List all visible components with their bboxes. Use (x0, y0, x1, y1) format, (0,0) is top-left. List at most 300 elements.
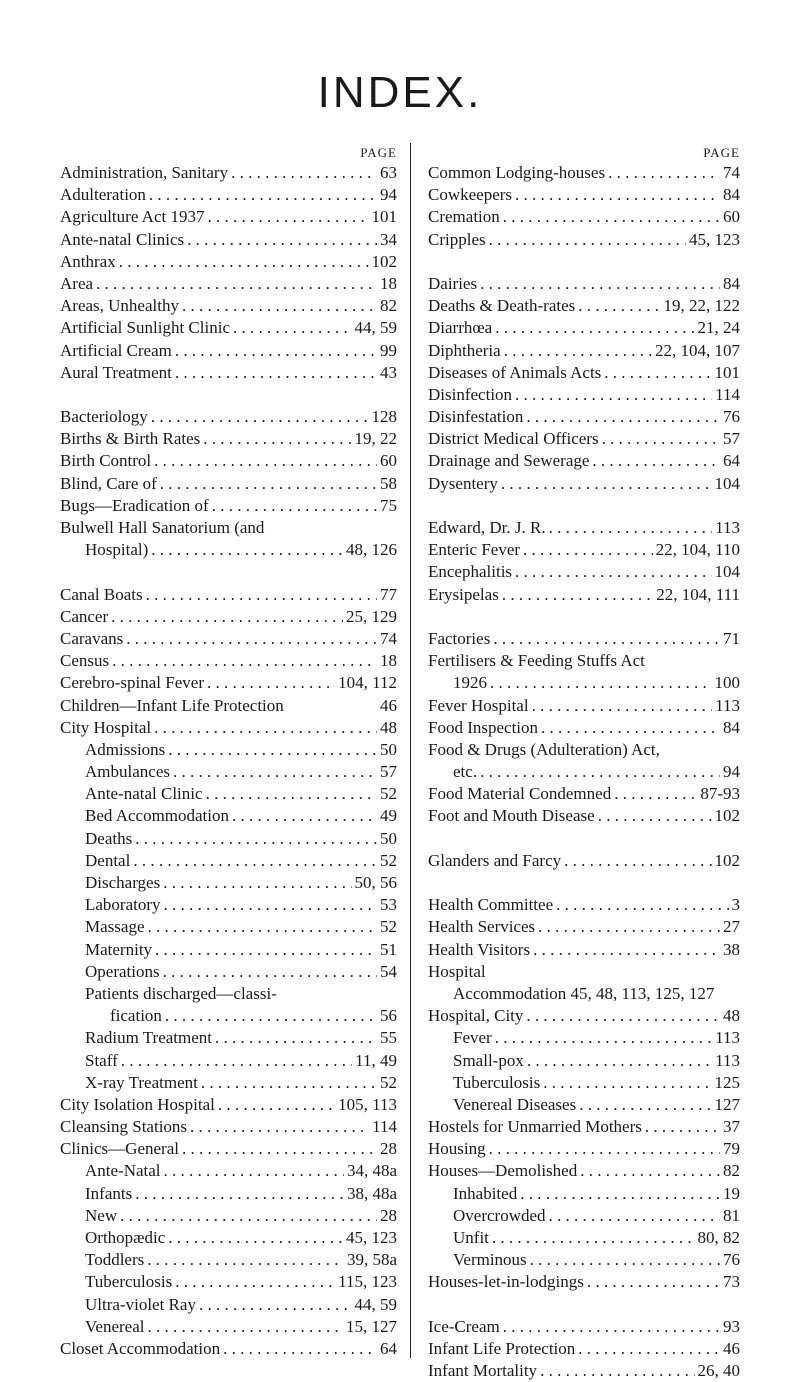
index-pages: 49 (380, 806, 397, 826)
index-entry (60, 1094, 397, 1116)
index-pages: 52 (380, 1072, 397, 1092)
index-term: Closet Accommodation (60, 1338, 221, 1358)
index-entry (60, 229, 397, 251)
index-term: Unfit (453, 1228, 489, 1247)
dot-leader (549, 517, 713, 539)
index-term: Cancer (60, 606, 109, 626)
index-pages: 28 (380, 1205, 397, 1225)
index-pages: 82 (380, 296, 397, 316)
index-pages: 73 (723, 1272, 740, 1292)
dot-leader (543, 1072, 711, 1094)
index-term: Operations (85, 961, 160, 981)
dot-leader (182, 1138, 377, 1160)
dot-leader (190, 1116, 369, 1138)
index-term: Admissions (85, 739, 166, 759)
index-pages: 102 (371, 251, 397, 271)
index-entry (60, 1005, 397, 1027)
dot-leader (604, 362, 711, 384)
index-entry (428, 340, 740, 362)
index-gap (428, 828, 740, 850)
index-entry (428, 473, 740, 495)
index-term: Maternity (85, 939, 153, 959)
index-term: Hospital, City (428, 1006, 524, 1026)
index-entry (60, 495, 397, 517)
index-entry (428, 739, 740, 761)
index-term: Fever (453, 1028, 492, 1048)
index-entry (60, 295, 397, 317)
dot-leader (520, 1183, 720, 1205)
index-pages: 105, 113 (338, 1094, 397, 1114)
index-term: Hospital) (85, 540, 149, 560)
index-entry (428, 983, 740, 1005)
index-entry (428, 1027, 740, 1049)
dot-leader (602, 428, 720, 450)
dot-leader (182, 295, 377, 317)
index-pages: 34 (380, 229, 397, 249)
index-term: Houses-let-in-lodgings (428, 1272, 584, 1292)
index-entry (60, 850, 397, 872)
dot-leader (579, 1094, 711, 1116)
index-term: Fever Hospital (428, 695, 529, 715)
index-pages: 52 (380, 784, 397, 804)
dot-leader (526, 1005, 720, 1027)
page-column-header: PAGE (703, 145, 740, 160)
dot-leader (206, 783, 377, 805)
dot-leader (489, 1138, 720, 1160)
index-entry (428, 783, 740, 805)
index-pages: 64 (723, 451, 740, 471)
index-term: Diseases of Animals Acts (428, 362, 602, 382)
index-term: Bugs—Eradication of (60, 495, 209, 515)
index-entry (428, 916, 740, 938)
index-term: Enteric Fever (428, 540, 521, 560)
dot-leader (495, 317, 694, 339)
dot-leader (540, 1360, 694, 1382)
dot-leader (175, 1271, 335, 1293)
index-pages: 80, 82 (697, 1228, 740, 1247)
index-entry (60, 1160, 397, 1182)
index-term: Ante-natal Clinics (60, 229, 185, 249)
index-entry (428, 1271, 740, 1293)
index-term: City Hospital (60, 717, 152, 737)
index-entry (60, 539, 397, 561)
dot-leader (96, 273, 377, 295)
index-entry (60, 739, 397, 761)
index-pages: 53 (380, 895, 397, 915)
index-entry (60, 517, 397, 539)
index-entry (60, 761, 397, 783)
index-entry (428, 650, 740, 672)
dot-leader (207, 206, 368, 228)
dot-leader (215, 1027, 377, 1049)
index-entry (60, 1116, 397, 1138)
index-entry (428, 672, 740, 694)
index-term: Cripples (428, 229, 486, 249)
index-term: Census (60, 651, 110, 671)
index-term: Ultra-violet Ray (85, 1294, 196, 1314)
index-term: Toddlers (85, 1250, 145, 1270)
index-term: fication (110, 1006, 162, 1026)
dot-leader (533, 939, 720, 961)
index-pages: 101 (714, 362, 740, 382)
dot-leader (121, 1050, 352, 1072)
index-entry (60, 805, 397, 827)
dot-leader (112, 650, 377, 672)
index-entry (428, 184, 740, 206)
index-pages: 58 (380, 473, 397, 493)
index-pages: 25, 129 (346, 606, 397, 626)
dot-leader (578, 1338, 720, 1360)
index-term: Massage (85, 917, 145, 937)
index-pages: 43 (380, 362, 397, 382)
index-pages: 26, 40 (697, 1361, 740, 1381)
index-entry (428, 1050, 740, 1072)
index-entry (60, 872, 397, 894)
index-pages: 46 (380, 695, 397, 715)
index-entry (60, 406, 397, 428)
dot-leader (580, 1160, 720, 1182)
index-term: Agriculture Act 1937 (60, 207, 205, 227)
dot-leader (149, 184, 377, 206)
dot-leader (532, 695, 713, 717)
dot-leader (168, 739, 377, 761)
dot-leader (126, 628, 377, 650)
dot-leader (163, 961, 377, 983)
index-pages: 60 (723, 207, 740, 227)
dot-leader (587, 1271, 720, 1293)
index-pages: 84 (723, 717, 740, 737)
index-term: Infant Life Protection (428, 1338, 576, 1358)
dot-leader (160, 473, 377, 495)
index-pages: 125 (714, 1072, 740, 1092)
index-entry (428, 761, 740, 783)
dot-leader (527, 1050, 712, 1072)
index-pages: 102 (714, 850, 740, 870)
index-pages: 87-93 (700, 784, 740, 804)
index-term: Adulteration (60, 185, 146, 205)
index-pages: 55 (380, 1028, 397, 1048)
dot-leader (146, 584, 377, 606)
dot-leader (223, 1338, 377, 1360)
dot-leader (608, 162, 720, 184)
dot-leader (147, 1316, 343, 1338)
index-term: Orthopædic (85, 1228, 166, 1247)
index-pages: 15, 127 (346, 1316, 397, 1336)
index-term: Administration, Sanitary (60, 163, 229, 182)
index-pages: 19, 22 (354, 429, 397, 449)
index-term: Deaths (85, 828, 133, 848)
index-pages: 60 (380, 451, 397, 471)
index-term: Aural Treatment (60, 362, 172, 382)
index-pages: 57 (380, 762, 397, 782)
index-term: Areas, Unhealthy (60, 296, 179, 316)
index-gap (428, 1294, 740, 1316)
index-entry (60, 672, 397, 694)
index-term: Food & Drugs (Adulteration) Act, (428, 739, 660, 759)
dot-leader (201, 1072, 377, 1094)
dot-leader (135, 828, 377, 850)
index-pages: 50 (380, 828, 397, 848)
index-pages: 44, 59 (354, 1294, 397, 1314)
index-gap (428, 606, 740, 628)
index-gap (428, 251, 740, 273)
index-pages: 50 (380, 739, 397, 759)
index-term: Food Material Condemned (428, 784, 612, 804)
index-entry (428, 162, 740, 184)
index-entry (60, 783, 397, 805)
dot-leader (151, 406, 369, 428)
index-pages: 99 (380, 340, 397, 360)
index-entry (428, 1072, 740, 1094)
index-term: Canal Boats (60, 584, 143, 604)
dot-leader (515, 561, 711, 583)
index-pages: 52 (380, 917, 397, 937)
dot-leader (173, 761, 377, 783)
index-pages: 93 (723, 1316, 740, 1336)
dot-leader (231, 162, 377, 184)
index-pages: 79 (723, 1139, 740, 1159)
index-pages: 45, 123 (689, 229, 740, 249)
index-term: Laboratory (85, 895, 161, 915)
index-column-right (428, 143, 740, 1382)
index-term: Overcrowded (453, 1205, 546, 1225)
dot-leader (207, 672, 335, 694)
dot-leader (504, 340, 652, 362)
index-term: Disinfestation (428, 407, 524, 427)
index-entry (428, 539, 740, 561)
index-entry (428, 428, 740, 450)
dot-leader (163, 872, 351, 894)
index-term: Children—Infant Life Protection (60, 695, 284, 715)
index-term: Small-pox (453, 1050, 524, 1070)
dot-leader (515, 184, 720, 206)
index-pages: 81 (723, 1205, 740, 1225)
index-term: Clinics—General (60, 1139, 179, 1159)
index-term: Fertilisers & Feeding Stuffs Act (428, 651, 645, 671)
index-term: Dental (85, 850, 131, 870)
dot-leader (503, 206, 720, 228)
index-term: Food Inspection (428, 717, 539, 737)
index-term: Dysentery (428, 473, 498, 493)
dot-leader (480, 761, 720, 783)
dot-leader (164, 894, 377, 916)
index-term: Staff (85, 1050, 118, 1070)
index-pages: 113 (715, 1050, 740, 1070)
index-pages: 38, 48a (346, 1183, 397, 1203)
index-pages: 77 (380, 584, 397, 604)
dot-leader (154, 450, 377, 472)
dot-leader (164, 1160, 344, 1182)
index-term: Diarrhœa (428, 318, 493, 338)
index-column-left (60, 143, 397, 1360)
index-pages: 101 (371, 207, 397, 227)
index-term: Area (60, 273, 94, 293)
index-entry (428, 894, 740, 916)
dot-leader (133, 850, 377, 872)
index-pages: 18 (380, 651, 397, 671)
dot-leader (493, 628, 720, 650)
dot-leader (212, 495, 377, 517)
index-pages: 48, 126 (346, 540, 397, 560)
index-entry (60, 983, 397, 1005)
index-entry (428, 384, 740, 406)
index-pages: 76 (723, 407, 740, 427)
index-pages: 22, 104, 107 (655, 340, 740, 360)
index-pages: 28 (380, 1139, 397, 1159)
index-pages: 113 (715, 1028, 740, 1048)
index-term: Cowkeepers (428, 185, 513, 205)
index-entry (60, 584, 397, 606)
index-pages: 104 (714, 473, 740, 493)
index-term: Inhabited (453, 1183, 518, 1203)
index-entry (428, 1183, 740, 1205)
index-pages: 63 (380, 163, 397, 182)
index-entry (428, 1227, 740, 1249)
index-entry (60, 828, 397, 850)
index-entry (428, 628, 740, 650)
index-term: Diphtheria (428, 340, 501, 360)
index-term: Infant Mortality (428, 1361, 538, 1381)
dot-leader (175, 362, 377, 384)
index-entry (60, 273, 397, 295)
dot-leader (218, 1094, 335, 1116)
dot-leader (135, 1183, 344, 1205)
index-entry (428, 406, 740, 428)
index-entry (428, 450, 740, 472)
index-entry (60, 961, 397, 983)
index-pages: 18 (380, 273, 397, 293)
index-entry (428, 805, 740, 827)
index-term: New (85, 1205, 118, 1225)
index-term: Infants (85, 1183, 133, 1203)
index-term: Patients discharged—classi- (85, 983, 277, 1003)
index-entry (60, 916, 397, 938)
index-term: Hostels for Unmarried Mothers (428, 1117, 642, 1137)
dot-leader (503, 1316, 720, 1338)
index-entry (428, 1205, 740, 1227)
index-entry (428, 1160, 740, 1182)
index-term: Bacteriology (60, 407, 148, 427)
index-gap (60, 561, 397, 583)
dot-leader (165, 1005, 377, 1027)
index-entry (60, 1338, 397, 1360)
index-entry (428, 1094, 740, 1116)
dot-leader (155, 939, 377, 961)
index-term: District Medical Officers (428, 429, 599, 449)
index-pages: 127 (714, 1094, 740, 1114)
index-pages: 19, 22, 122 (663, 296, 740, 316)
index-entry (60, 1227, 397, 1249)
index-pages: 114 (372, 1117, 397, 1137)
index-pages: 51 (380, 939, 397, 959)
index-term: Artificial Sunlight Clinic (60, 318, 230, 338)
dot-leader (480, 273, 720, 295)
dot-leader (111, 606, 343, 628)
index-term: Encephalitis (428, 562, 513, 582)
index-term: City Isolation Hospital (60, 1094, 215, 1114)
index-pages: 44, 59 (354, 318, 397, 338)
index-entry (428, 850, 740, 872)
index-term: Cleansing Stations (60, 1117, 188, 1137)
index-pages: 104, 112 (338, 673, 397, 693)
index-pages: 39, 58a (346, 1250, 397, 1270)
index-pages: 37 (723, 1117, 740, 1137)
index-entry (428, 717, 740, 739)
index-pages: 34, 48a (346, 1161, 397, 1181)
index-term: Disinfection (428, 384, 513, 404)
index-entry (428, 939, 740, 961)
index-pages: 84 (723, 185, 740, 205)
index-pages: 46 (723, 1338, 740, 1358)
index-term: Health Committee (428, 895, 554, 915)
index-entry (60, 340, 397, 362)
dot-leader (175, 340, 377, 362)
index-term: Health Visitors (428, 939, 531, 959)
index-term: Erysipelas (428, 584, 499, 604)
index-pages: 71 (723, 628, 740, 648)
index-entry (60, 184, 397, 206)
index-entry (428, 1116, 740, 1138)
dot-leader (564, 850, 711, 872)
index-term: Cerebro-spinal Fever (60, 673, 204, 693)
index-pages: 104 (714, 562, 740, 582)
index-pages: 115, 123 (338, 1272, 397, 1292)
dot-leader (147, 916, 377, 938)
index-entry (428, 1005, 740, 1027)
dot-leader (530, 1249, 720, 1271)
index-term: Cremation (428, 207, 500, 227)
dot-leader (578, 295, 660, 317)
dot-leader (645, 1116, 720, 1138)
index-entry (60, 1183, 397, 1205)
index-term: Venereal Diseases (453, 1094, 577, 1114)
index-entry (60, 251, 397, 273)
dot-leader (168, 1227, 343, 1249)
dot-leader (523, 539, 653, 561)
dot-leader (502, 584, 653, 606)
index-entry (60, 1271, 397, 1293)
index-entry (428, 1138, 740, 1160)
index-term: Verminous (453, 1250, 527, 1270)
index-term: Caravans (60, 628, 124, 648)
index-pages: 22, 104, 110 (655, 540, 740, 560)
index-entry (428, 1249, 740, 1271)
index-entry (60, 628, 397, 650)
index-pages: 50, 56 (354, 873, 397, 892)
index-term: Blind, Care of (60, 473, 157, 493)
index-entry (60, 428, 397, 450)
index-term: Deaths & Death-rates (428, 296, 576, 316)
index-entry (60, 894, 397, 916)
index-entry (60, 162, 397, 184)
column-divider (410, 143, 411, 1358)
index-term: Ice-Cream (428, 1316, 500, 1336)
index-pages: 102 (714, 806, 740, 826)
index-term: Housing (428, 1139, 486, 1159)
index-entry (428, 961, 740, 983)
index-term: Common Lodging-houses (428, 163, 606, 182)
index-term: etc. (453, 762, 478, 782)
index-pages: 11, 49 (355, 1050, 397, 1070)
index-entry (428, 1316, 740, 1338)
index-term: Venereal (85, 1316, 145, 1336)
index-entry (60, 1072, 397, 1094)
index-term: Houses—Demolished (428, 1161, 578, 1181)
index-entry (60, 1294, 397, 1316)
index-entry (60, 1316, 397, 1338)
dot-leader (492, 1227, 695, 1249)
index-entry (428, 229, 740, 251)
